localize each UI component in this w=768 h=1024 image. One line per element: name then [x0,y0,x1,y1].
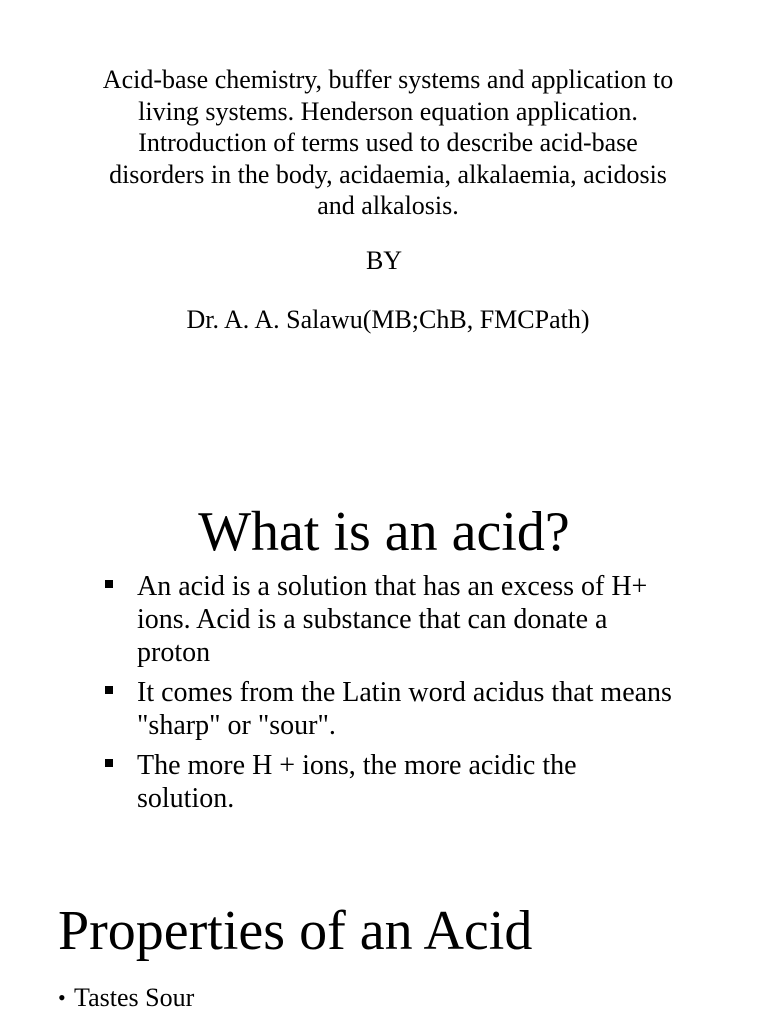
list-item [100,749,680,815]
properties-slide [0,870,768,1024]
title-slide [0,0,768,440]
slide-heading: What is an acid? [198,501,570,563]
square-bullet-icon [105,686,113,694]
what-is-an-acid-slide [0,440,768,870]
title-line: living systems. Henderson equation application. [138,96,638,126]
author-name: Dr. A. A. Salawu(MB;ChB, FMCPath) [186,305,590,334]
title-line: Introduction of terms used to describe acid-base [138,128,638,157]
list-item [58,982,194,1014]
title-line: and alkalosis. [317,191,459,220]
list-item-text: It comes from the Latin word acidus that means "sharp" or "sour". [137,677,672,741]
list-item-text: An acid is a solution that has an excess of H+ ions. Acid is a substance that can donate a proton [137,571,648,668]
list-item [100,676,680,742]
list-item-text: The more H + ions, the more acidic the solution. [137,750,577,814]
title-line: disorders in the body, acidaemia, alkalaemia, acidosis [109,159,667,189]
by-label: BY [365,246,403,275]
presentation-title [60,64,716,222]
list-item-text: Tastes Sour [74,983,195,1012]
slide-heading: Properties of an Acid [58,900,533,962]
square-bullet-icon [105,759,113,767]
bullet-list [100,570,680,822]
title-line: Acid-base chemistry, buffer systems and application to [102,65,674,94]
bullet-dot-icon: • [58,985,66,1010]
square-bullet-icon [105,580,113,588]
list-item [100,570,680,669]
bullet-list [58,982,194,1014]
